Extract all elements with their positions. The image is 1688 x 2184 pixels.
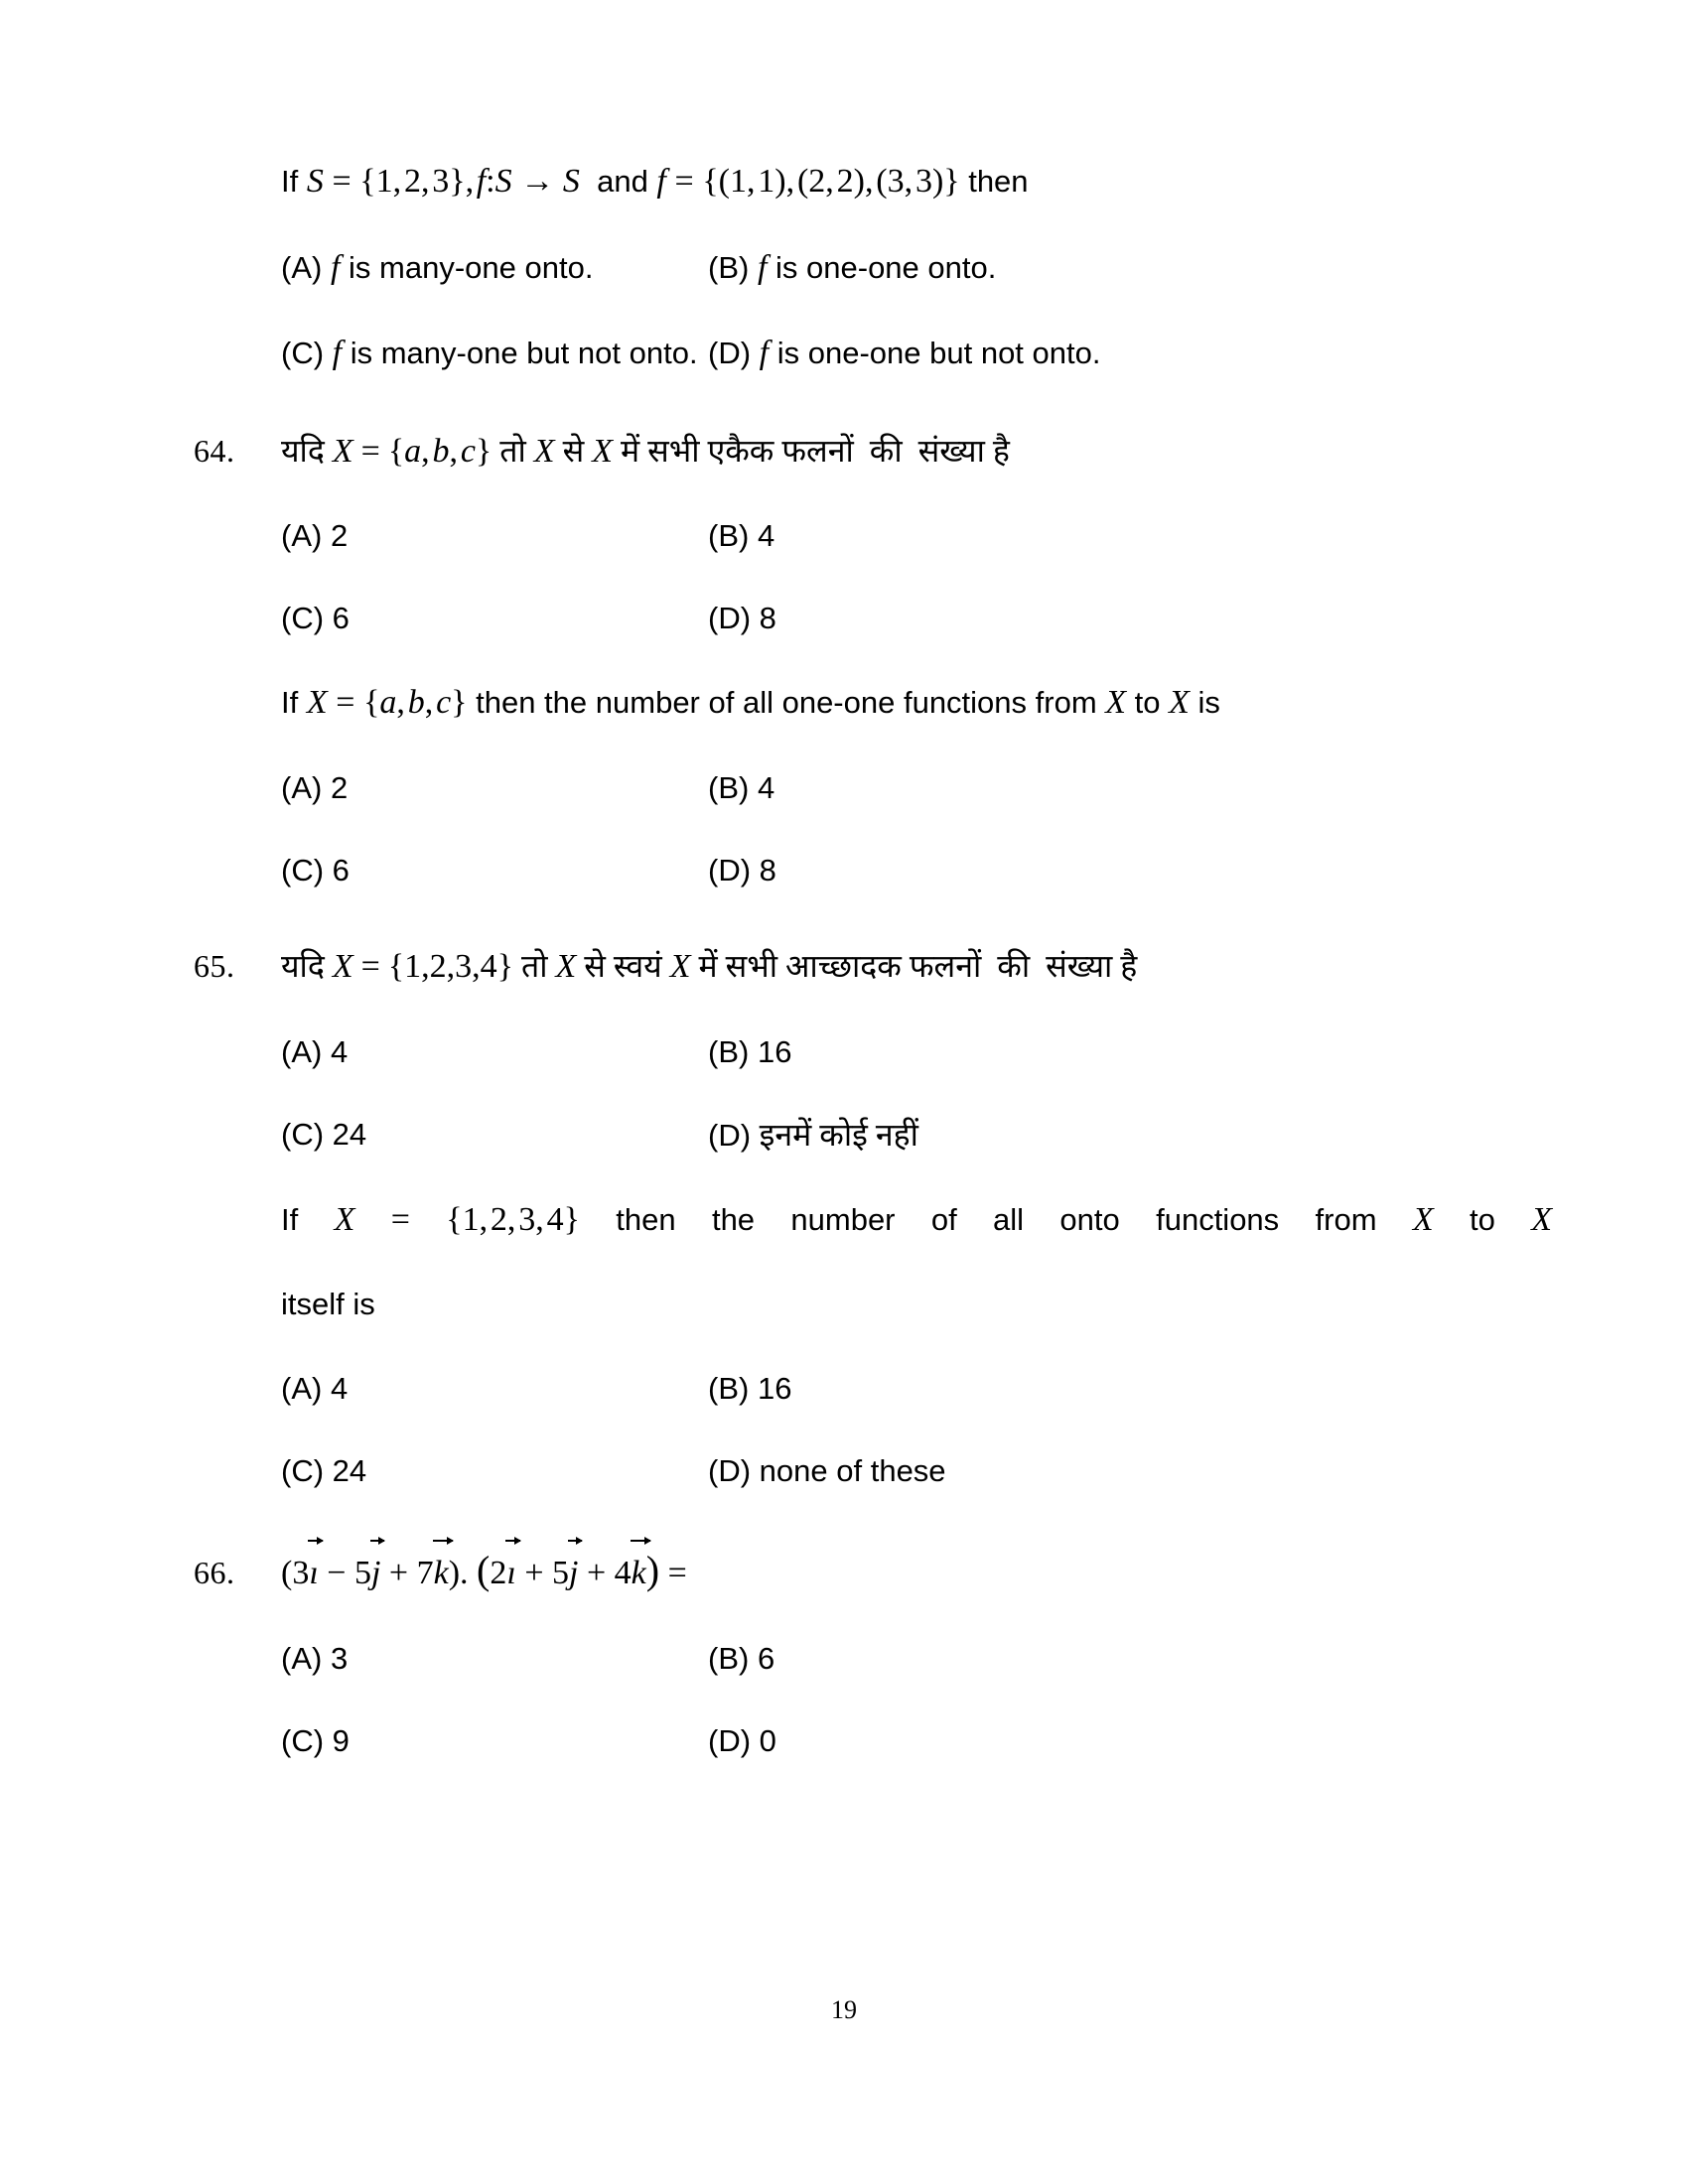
q65-en-option-c-text: 24 (332, 1452, 367, 1488)
options-grid (281, 248, 1484, 286)
question-64-options-hi (281, 518, 1484, 636)
option-c[interactable] (281, 334, 708, 371)
q65-hi-option-d-label: (D) (708, 1117, 752, 1153)
q66-option-a[interactable] (281, 1640, 708, 1676)
q64-en-option-c[interactable] (281, 855, 708, 886)
q64-hi-option-c[interactable] (281, 601, 708, 636)
q66-option-c[interactable] (281, 1722, 708, 1758)
q65-en-option-d-text: none of these (759, 1452, 946, 1488)
question-66-options (281, 1640, 1484, 1758)
q65-en-option-a[interactable] (281, 1370, 708, 1406)
q65-hi-option-b-text: 16 (757, 1033, 792, 1069)
question-65-options-en-row (194, 1370, 1484, 1488)
question-65-body (281, 949, 1484, 985)
options-grid (281, 855, 1484, 886)
q65-en-option-d[interactable] (708, 1452, 1484, 1488)
question-65-options-hi (281, 1033, 1484, 1153)
q64-en-option-c-text: 6 (332, 853, 350, 888)
q65-hi-option-a-label: (A) (281, 1033, 323, 1069)
q66-option-c-text: 9 (332, 1722, 350, 1758)
q65-hi-option-b[interactable] (708, 1033, 1484, 1069)
question-stem-en: If S = {1, 2, 3}, f:S → S and f = {(1, 1), (2, 2), (3, 3)} then (281, 163, 1029, 200)
options-grid (281, 1370, 1484, 1406)
q66-option-b[interactable] (708, 1640, 1484, 1676)
question-66-number: 66. (194, 1554, 235, 1590)
q66-option-d[interactable] (708, 1722, 1484, 1758)
q65-hi-option-d-text: इनमें कोई नहीं (759, 1116, 918, 1153)
question-65-stem-row (194, 949, 1484, 985)
q64-en-option-a-text: 2 (330, 770, 349, 806)
page-number: 19 (831, 1995, 857, 2024)
q65-hi-option-d[interactable] (708, 1116, 1484, 1153)
q64-en-option-a[interactable] (281, 770, 708, 806)
options-grid-2 (281, 334, 1484, 371)
q65-en-option-b-text: 16 (757, 1370, 792, 1406)
question-65-number: 65. (194, 948, 235, 985)
question-65-stem-en-line2: itself is (281, 1287, 375, 1322)
option-d[interactable] (708, 334, 1484, 371)
question-64-stem-en-body (281, 685, 1484, 721)
options-grid (281, 1640, 1484, 1676)
q66-option-b-label: (B) (708, 1640, 750, 1676)
question-64-options-en (281, 772, 1484, 886)
question-body (281, 164, 1484, 200)
options-row (194, 248, 1484, 371)
q65-en-option-b[interactable] (708, 1370, 1484, 1406)
option-a[interactable] (281, 248, 708, 286)
q65-en-option-b-label: (B) (708, 1370, 750, 1406)
q64-en-option-a-label: (A) (281, 770, 323, 806)
option-c-label: (C) (281, 335, 325, 370)
q64-hi-option-d-text: 8 (759, 601, 776, 636)
options-grid (281, 770, 1484, 806)
question-66-stem-row (194, 1547, 1484, 1592)
q64-hi-option-d-label: (D) (708, 601, 752, 636)
q64-hi-option-a-text: 2 (330, 518, 349, 554)
q64-en-option-d[interactable] (708, 855, 1484, 886)
question-64-number: 64. (194, 432, 235, 469)
q65-en-option-c-label: (C) (281, 1452, 325, 1488)
k-hat-vector: k (433, 1554, 449, 1591)
question-64-stem-en-row (194, 685, 1484, 721)
q65-en-option-a-label: (A) (281, 1370, 323, 1406)
question-stem-row (194, 164, 1484, 200)
options-grid (281, 601, 1484, 636)
question-64-body (281, 434, 1484, 470)
q64-hi-option-b-label: (B) (708, 518, 750, 554)
options-body (281, 248, 1484, 371)
option-d-text: f is one-one but not onto. (759, 334, 1101, 371)
q64-en-option-b[interactable] (708, 770, 1484, 806)
q66-option-a-label: (A) (281, 1640, 323, 1676)
i-hat-vector: ı (309, 1554, 319, 1591)
q65-hi-option-a[interactable] (281, 1033, 708, 1069)
q64-en-option-d-text: 8 (759, 853, 776, 888)
question-64-stem-row (194, 434, 1484, 470)
options-grid (281, 518, 1484, 554)
q65-hi-option-c[interactable] (281, 1116, 708, 1152)
question-64-options-hi-row (194, 518, 1484, 636)
q64-hi-option-c-text: 6 (332, 601, 350, 636)
q65-hi-option-c-label: (C) (281, 1116, 325, 1152)
q65-hi-option-c-text: 24 (332, 1116, 367, 1152)
j-hat-vector: j (370, 1554, 381, 1591)
q64-hi-option-d[interactable] (708, 601, 1484, 636)
question-66-stem-expr: (3ı − 5j + 7k). (2ı + 5j + 4k) = (281, 1547, 687, 1592)
question-65-options-en (281, 1370, 1484, 1488)
question-64-stem-hi: यदि X = {a, b, c} तो X से X में सभी एकैक फलनों की संख्या है (281, 432, 1010, 470)
option-b[interactable] (708, 248, 1484, 286)
option-a-text: f is many-one onto. (330, 248, 594, 286)
q66-option-d-text: 0 (759, 1722, 776, 1758)
q64-en-option-b-label: (B) (708, 770, 750, 806)
question-content (194, 163, 1552, 1758)
q64-hi-option-c-label: (C) (281, 601, 325, 636)
q64-hi-option-b-text: 4 (757, 518, 775, 554)
question-66-options-row (194, 1640, 1484, 1758)
options-grid (281, 1452, 1484, 1488)
q64-en-option-b-text: 4 (757, 770, 775, 806)
q65-en-option-a-text: 4 (330, 1370, 349, 1406)
question-66-body (281, 1547, 1484, 1592)
q64-en-option-c-label: (C) (281, 853, 325, 888)
option-a-label: (A) (281, 249, 323, 285)
q65-en-option-c[interactable] (281, 1452, 708, 1488)
q66-option-d-label: (D) (708, 1722, 752, 1758)
question-64-options-en-row (194, 772, 1484, 886)
options-grid (281, 1722, 1484, 1758)
q65-hi-option-b-label: (B) (708, 1033, 750, 1069)
k-hat-vector-2: k (631, 1554, 646, 1591)
i-hat-vector-2: ı (506, 1554, 516, 1591)
options-grid (281, 1116, 1484, 1153)
question-65-stem-en-line1: If X = {1, 2, 3, 4} then the number of all onto functions from X to X (281, 1200, 1552, 1238)
q64-hi-option-a-label: (A) (281, 518, 323, 554)
q64-hi-option-b[interactable] (708, 518, 1484, 554)
question-65-options-hi-row (194, 1033, 1484, 1153)
q66-option-c-label: (C) (281, 1722, 325, 1758)
question-65-stem-en-row (194, 1200, 1552, 1322)
q64-hi-option-a[interactable] (281, 518, 708, 554)
question-65-stem-hi: यदि X = {1,2,3,4} तो X से स्वयं X में सभी आच्छादक फलनों की संख्या है (281, 948, 1138, 986)
q65-en-option-d-label: (D) (708, 1452, 752, 1488)
option-d-label: (D) (708, 335, 752, 370)
q64-en-option-d-label: (D) (708, 853, 752, 888)
j-hat-vector-2: j (569, 1554, 579, 1591)
option-c-text: f is many-one but not onto. (332, 334, 698, 371)
q66-option-a-text: 3 (330, 1640, 349, 1676)
q65-hi-option-a-text: 4 (330, 1033, 349, 1069)
question-64-stem-en: If X = {a, b, c} then the number of all one-one functions from X to X is (281, 684, 1220, 722)
options-grid (281, 1033, 1484, 1069)
question-65-stem-en-body (281, 1202, 1552, 1321)
q66-option-b-text: 6 (757, 1640, 775, 1676)
option-b-label: (B) (708, 249, 750, 285)
option-b-text: f is one-one onto. (757, 248, 997, 286)
